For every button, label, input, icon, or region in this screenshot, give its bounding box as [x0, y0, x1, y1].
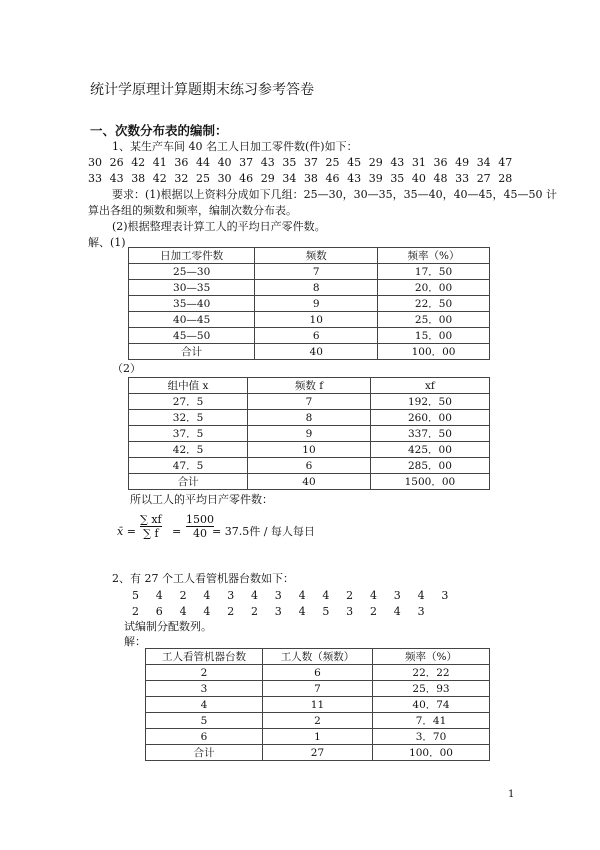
table-cell: 10 [248, 442, 371, 458]
table-cell: 8 [255, 280, 378, 296]
data-value: 43 [109, 172, 124, 185]
requirement-2: (2)根据整理表计算工人的平均日产零件数。 [112, 220, 326, 233]
machines-row-2 [132, 605, 441, 618]
table-cell: 40 [248, 474, 371, 490]
data-value: 4 [417, 589, 425, 602]
data-value: 25 [325, 156, 340, 169]
table-row [129, 394, 490, 410]
data-value: 30 [88, 156, 102, 169]
data-value: 27 [476, 172, 491, 185]
data-value: 6 [155, 605, 163, 618]
data-value: 44 [195, 156, 210, 169]
table-row [146, 729, 490, 745]
data-value: 2 [227, 605, 235, 618]
table-row [129, 410, 490, 426]
question-1-intro: 1、某生产车间 40 名工人日加工零件数(件)如下： [112, 140, 358, 153]
data-value: 35 [282, 156, 297, 169]
table-cell: 7．41 [373, 713, 490, 729]
requirement-1-cont: 算出各组的频数和频率，编制次数分布表。 [88, 204, 297, 217]
table-cell: 22．22 [373, 665, 490, 681]
table-cell: 40 [255, 344, 378, 360]
data-value: 4 [203, 605, 211, 618]
machines-row-1 [132, 589, 465, 602]
solution-label: 解： [124, 635, 146, 648]
table-cell: 192．50 [370, 394, 489, 410]
table-cell: 35—40 [129, 296, 255, 312]
machine-frequency-table [145, 648, 490, 761]
table-cell: 17．50 [378, 264, 490, 280]
data-value: 25 [195, 172, 210, 185]
table-cell: 9 [248, 426, 371, 442]
table-cell: 45—50 [129, 328, 255, 344]
table-cell: 7 [262, 681, 372, 697]
table-row [129, 264, 490, 280]
table-cell: 6 [262, 665, 372, 681]
data-value: 39 [368, 172, 383, 185]
table-cell: 260．00 [370, 410, 489, 426]
table-cell: 9 [255, 296, 378, 312]
table-header-row [129, 248, 490, 264]
column-header: 组中值 x [129, 378, 248, 394]
data-value: 30 [217, 172, 232, 185]
table-cell: 6 [146, 729, 263, 745]
data-value: 40 [411, 172, 426, 185]
data-value: 4 [298, 589, 306, 602]
data-value: 3 [393, 589, 401, 602]
data-value: 34 [282, 172, 297, 185]
data-value: 5 [132, 589, 139, 602]
table-cell: 425．00 [370, 442, 489, 458]
data-value: 3 [274, 605, 282, 618]
table-cell: 6 [248, 458, 371, 474]
data-value: 28 [498, 172, 513, 185]
data-value: 29 [368, 156, 383, 169]
formula-numerator-value: 1500 [186, 513, 214, 526]
data-value: 32 [174, 172, 189, 185]
conclusion-text: 所以工人的平均日产零件数： [130, 493, 273, 506]
formula-denominator-value: 40 [193, 527, 207, 540]
document-title: 统计学原理计算题期末练习参考答卷 [90, 82, 314, 98]
data-value: 4 [298, 605, 306, 618]
table-cell: 2 [262, 713, 372, 729]
column-header: xf [370, 378, 489, 394]
data-value: 2 [369, 605, 377, 618]
formula-lhs: x̄ = [117, 525, 136, 538]
table-cell: 27．5 [129, 394, 248, 410]
section-heading: 一、次数分布表的编制： [90, 123, 228, 138]
data-value: 4 [322, 589, 330, 602]
formula-equals: = [172, 525, 182, 538]
data-value: 45 [347, 156, 362, 169]
data-value: 3 [346, 605, 354, 618]
solution-1-label: 解、(1) [88, 236, 126, 249]
table-header-row [129, 378, 490, 394]
table-cell: 37．5 [129, 426, 248, 442]
table-cell: 3．70 [373, 729, 490, 745]
table-cell: 100．00 [378, 344, 490, 360]
data-value: 3 [417, 605, 425, 618]
data-value: 46 [239, 172, 254, 185]
data-value: 46 [325, 172, 340, 185]
column-header: 频率（%） [378, 248, 490, 264]
table-row [129, 458, 490, 474]
table-cell: 合计 [129, 344, 255, 360]
data-value: 43 [260, 156, 275, 169]
table-cell: 27 [262, 745, 372, 761]
table-cell: 1 [262, 729, 372, 745]
data-value: 31 [411, 156, 426, 169]
table-row [129, 344, 490, 360]
data-value: 43 [347, 172, 362, 185]
table-cell: 25．00 [378, 312, 490, 328]
data-value: 3 [274, 589, 282, 602]
solution-2-label: （2） [112, 362, 141, 375]
table-row [146, 745, 490, 761]
data-value: 36 [433, 156, 448, 169]
table-row [129, 442, 490, 458]
requirement-1: 要求：(1)根据以上资料分成如下几组：25—30，30—35，35—40，40—45，45—50 计 [112, 188, 558, 201]
data-value: 2 [132, 605, 139, 618]
table-cell: 285．00 [370, 458, 489, 474]
data-value: 33 [455, 172, 470, 185]
table-row [129, 280, 490, 296]
table-cell: 100．00 [373, 745, 490, 761]
table-row [129, 474, 490, 490]
data-value: 42 [152, 172, 167, 185]
data-value: 5 [322, 605, 330, 618]
table-cell: 32．5 [129, 410, 248, 426]
data-value: 4 [179, 605, 187, 618]
data-value: 2 [179, 589, 187, 602]
table-cell: 42．5 [129, 442, 248, 458]
formula-denominator: ∑ f [143, 527, 159, 540]
data-value: 38 [303, 172, 318, 185]
table-cell: 22．50 [378, 296, 490, 312]
column-header: 频数 [255, 248, 378, 264]
data-value: 33 [88, 172, 102, 185]
table-cell: 30—35 [129, 280, 255, 296]
data-value: 38 [131, 172, 146, 185]
table-cell: 3 [146, 681, 263, 697]
column-header: 频率（%） [373, 649, 490, 665]
table-cell: 20．00 [378, 280, 490, 296]
table-row [146, 697, 490, 713]
midpoint-table [128, 377, 490, 490]
data-value: 37 [303, 156, 318, 169]
table-row [129, 312, 490, 328]
data-value: 34 [476, 156, 491, 169]
table-cell: 337．50 [370, 426, 489, 442]
table-cell: 1500．00 [370, 474, 489, 490]
table-header-row [146, 649, 490, 665]
data-value: 48 [433, 172, 448, 185]
data-value: 4 [155, 589, 163, 602]
column-header: 日加工零件数 [129, 248, 255, 264]
data-value: 36 [174, 156, 189, 169]
table-cell: 11 [262, 697, 372, 713]
data-value: 41 [152, 156, 167, 169]
question-2-intro: 2、有 27 个工人看管机器台数如下： [112, 572, 294, 585]
table-cell: 8 [248, 410, 371, 426]
data-value: 43 [390, 156, 405, 169]
data-value: 26 [109, 156, 124, 169]
table-cell: 40．74 [373, 697, 490, 713]
table-cell: 7 [255, 264, 378, 280]
table-cell: 4 [146, 697, 263, 713]
table-cell: 7 [248, 394, 371, 410]
table-row [146, 681, 490, 697]
data-value: 49 [455, 156, 470, 169]
table-cell: 25．93 [373, 681, 490, 697]
data-value: 40 [217, 156, 232, 169]
table-row [129, 328, 490, 344]
table-row [146, 713, 490, 729]
data-value: 35 [390, 172, 405, 185]
data-value: 4 [369, 589, 377, 602]
column-header: 工人看管机器台数 [146, 649, 263, 665]
table-cell: 合计 [129, 474, 248, 490]
column-header: 频数 f [248, 378, 371, 394]
question-2-task: 试编制分配数列。 [124, 620, 212, 633]
table-cell: 15．00 [378, 328, 490, 344]
column-header: 工人数（频数） [262, 649, 372, 665]
table-cell: 25—30 [129, 264, 255, 280]
data-row-1 [88, 156, 520, 169]
data-value: 42 [131, 156, 146, 169]
table-cell: 5 [146, 713, 263, 729]
table-row [129, 296, 490, 312]
table-cell: 40—45 [129, 312, 255, 328]
data-value: 4 [250, 589, 258, 602]
table-row [129, 426, 490, 442]
table-cell: 10 [255, 312, 378, 328]
data-value: 2 [346, 589, 354, 602]
data-value: 3 [227, 589, 235, 602]
data-value: 37 [239, 156, 254, 169]
data-value: 3 [441, 589, 449, 602]
table-row [146, 665, 490, 681]
table-cell: 合计 [146, 745, 263, 761]
data-value: 4 [203, 589, 211, 602]
data-value: 4 [393, 605, 401, 618]
frequency-table [128, 247, 490, 360]
table-cell: 6 [255, 328, 378, 344]
formula-result: = 37.5件 / 每人每日 [212, 525, 315, 538]
data-value: 29 [260, 172, 275, 185]
formula-numerator: ∑ xf [140, 513, 162, 526]
page-number: 1 [508, 789, 515, 800]
table-cell: 2 [146, 665, 263, 681]
data-row-2 [88, 172, 520, 185]
table-cell: 47．5 [129, 458, 248, 474]
data-value: 47 [498, 156, 513, 169]
data-value: 2 [250, 605, 258, 618]
